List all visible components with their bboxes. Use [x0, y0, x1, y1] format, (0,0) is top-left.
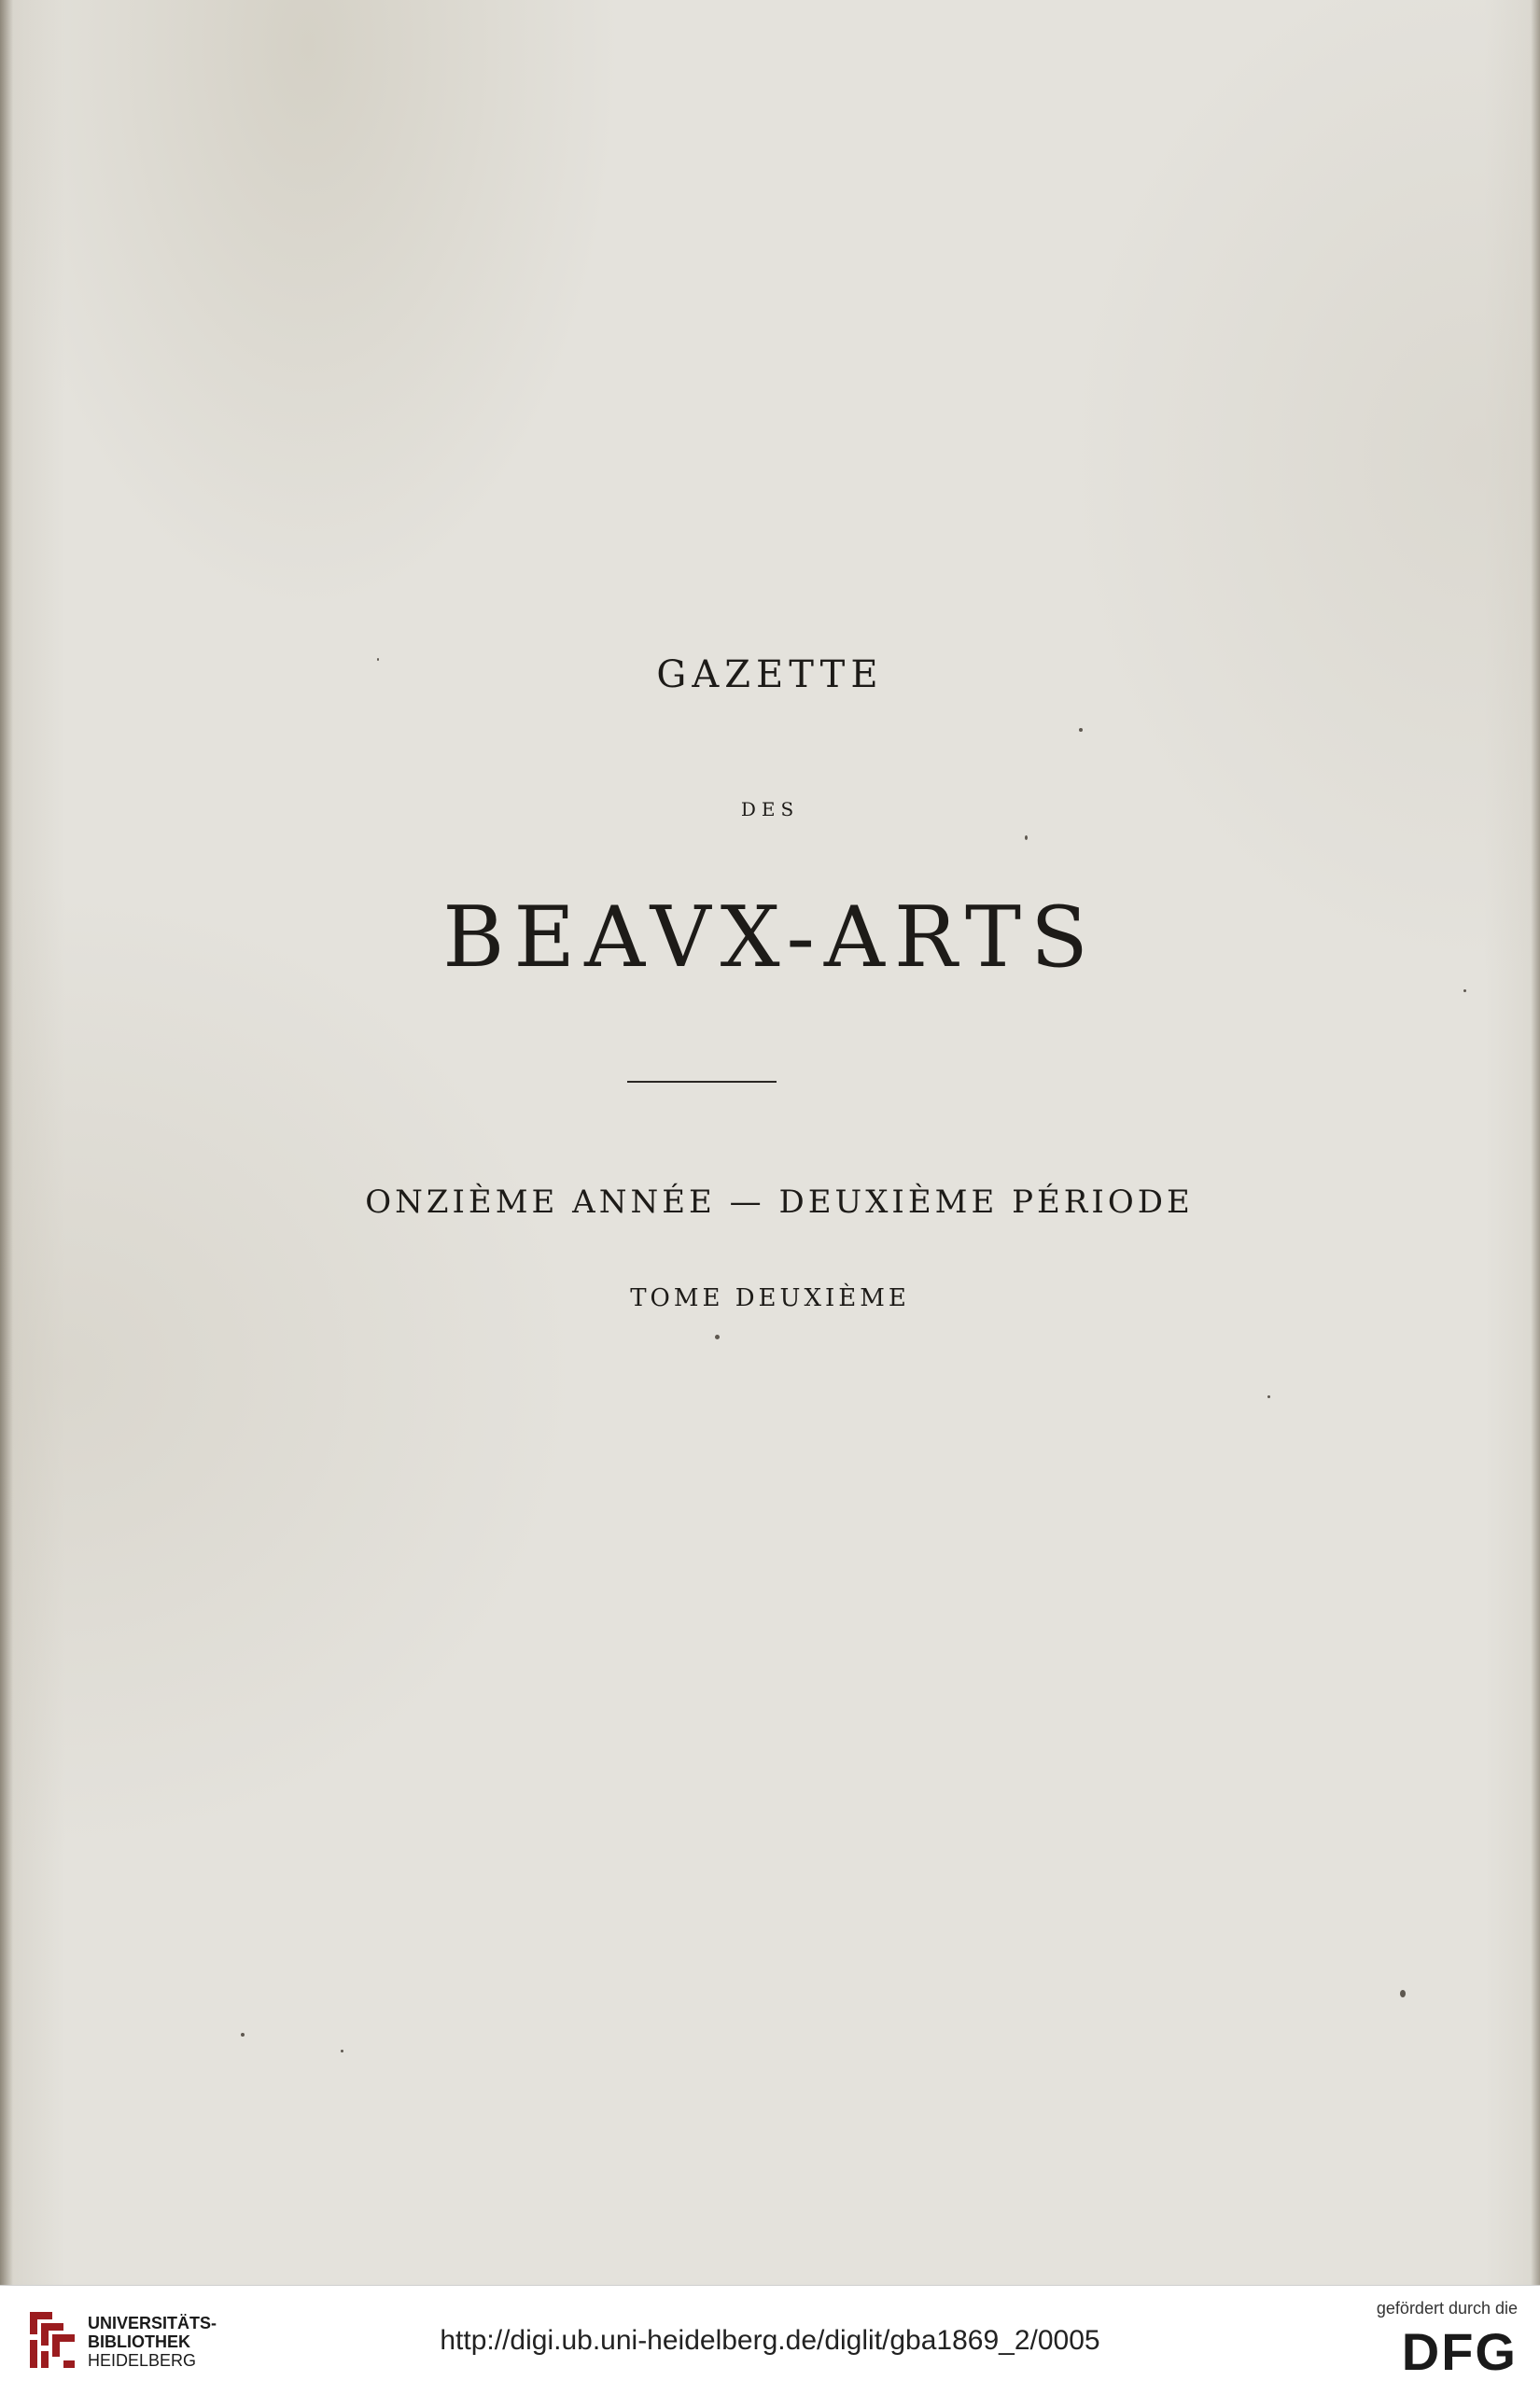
funding-caption: gefördert durch die: [1376, 2299, 1518, 2318]
paper-speck: [1079, 728, 1083, 732]
paper-speck: [377, 658, 379, 661]
dfg-logo-icon: DFG: [1401, 2322, 1518, 2381]
paper-speck: [1267, 1395, 1270, 1398]
paper-speck: [715, 1335, 720, 1339]
title-divider-rule: [627, 1081, 777, 1083]
library-name-line1: UNIVERSITÄTS-: [88, 2314, 217, 2332]
paper-speck: [1400, 1990, 1406, 1997]
library-name-line2: BIBLIOTHEK: [88, 2332, 190, 2351]
page-left-edge: [0, 0, 13, 2285]
paper-speck: [241, 2033, 245, 2037]
permalink-url[interactable]: http://digi.ub.uni-heidelberg.de/diglit/gba1869_2/0005: [440, 2325, 1100, 2356]
viewer-footer: [0, 2285, 1540, 2395]
subtitle-annee-periode: ONZIÈME ANNÉE — DEUXIÈME PÉRIODE: [365, 1183, 1194, 1221]
title-beaux-arts: BEAVX-ARTS: [442, 889, 1098, 987]
funder-block: [1359, 2299, 1518, 2381]
page-right-edge: [1531, 0, 1540, 2285]
title-gazette: GAZETTE: [656, 653, 884, 696]
title-des: DES: [740, 798, 800, 820]
paper-speck: [1463, 989, 1466, 992]
volume-label: TOME DEUXIÈME: [630, 1284, 910, 1312]
paper-speck: [1025, 835, 1028, 840]
library-name-line3: HEIDELBERG: [88, 2351, 197, 2370]
paper-speck: [341, 2050, 343, 2052]
